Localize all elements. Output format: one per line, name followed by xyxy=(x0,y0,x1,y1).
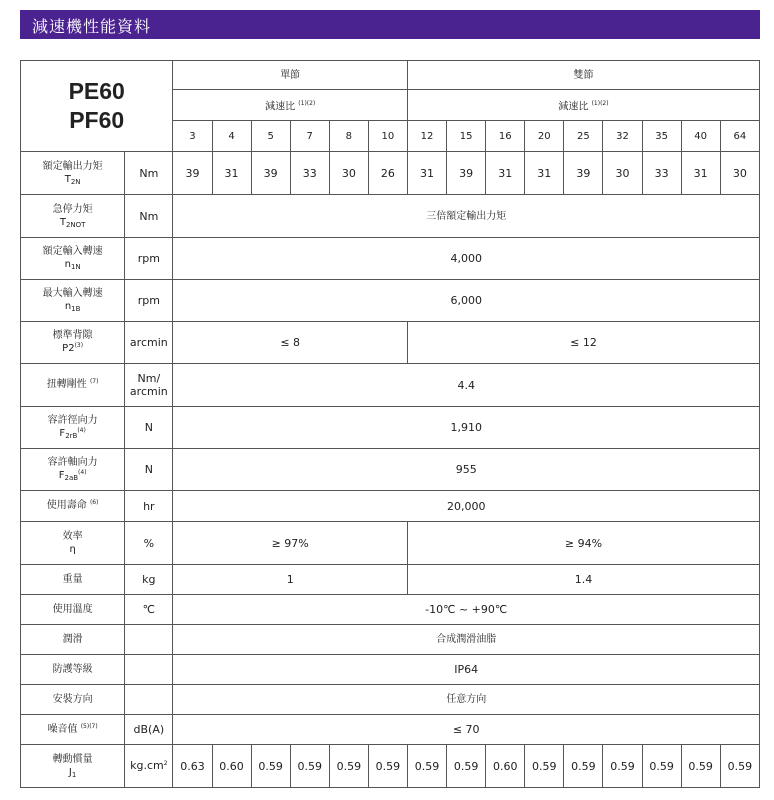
unit-cell xyxy=(125,364,173,407)
value-cell: ≤ 70 xyxy=(173,715,760,745)
torque-value-cell: 39 xyxy=(251,152,290,195)
page-title: 減速機性能資料 xyxy=(32,17,152,36)
value-single: ≤ 8 xyxy=(173,322,408,364)
unit-cell: Nm xyxy=(125,152,173,195)
value-double: ≤ 12 xyxy=(407,322,759,364)
inertia-value-cell: 0.59 xyxy=(290,745,329,788)
symbol-text: T xyxy=(64,173,71,185)
label-text: 扭轉剛性 xyxy=(46,379,87,390)
symbol-sub: 2N xyxy=(70,177,81,186)
value-cell: IP64 xyxy=(173,655,760,685)
ratio-cell: 25 xyxy=(564,121,603,152)
value-cell: 6,000 xyxy=(173,280,760,322)
row-label xyxy=(21,364,125,407)
unit-cell: ℃ xyxy=(125,595,173,625)
inertia-value-cell: 0.59 xyxy=(603,745,642,788)
single-stage-header: 單節 xyxy=(173,61,408,90)
torque-value-cell: 26 xyxy=(368,152,407,195)
ratio-note: (1)(2) xyxy=(591,99,609,107)
row-backlash xyxy=(21,322,760,364)
label-text: 容許徑向力 xyxy=(47,415,98,426)
label-text: 轉動慣量 xyxy=(52,753,93,765)
label-text: 最大輸入轉速 xyxy=(42,288,103,299)
value-double: ≥ 94% xyxy=(407,522,759,565)
row-label xyxy=(21,322,125,364)
inertia-value-cell: 0.59 xyxy=(447,745,486,788)
row-radial-force xyxy=(21,407,760,449)
ratio-cell: 16 xyxy=(486,121,525,152)
symbol xyxy=(21,173,124,187)
row-service-life xyxy=(21,491,760,522)
symbol xyxy=(21,216,124,230)
symbol-text: T xyxy=(59,216,66,228)
row-label xyxy=(21,407,125,449)
symbol-sub: 1 xyxy=(71,770,77,779)
row-max-input-speed xyxy=(21,280,760,322)
torque-value-cell: 31 xyxy=(525,152,564,195)
torque-value-cell: 33 xyxy=(290,152,329,195)
symbol xyxy=(21,469,124,483)
inertia-value-cell: 0.59 xyxy=(251,745,290,788)
unit-cell xyxy=(125,685,173,715)
inertia-value-cell: 0.59 xyxy=(407,745,446,788)
torque-value-cell: 39 xyxy=(564,152,603,195)
unit-cell: % xyxy=(125,522,173,565)
label-text: 效率 xyxy=(62,531,83,542)
model-cell xyxy=(21,61,173,152)
inertia-value-cell: 0.63 xyxy=(173,745,212,788)
label-text: 噪音值 xyxy=(47,723,78,735)
ratio-cell: 7 xyxy=(290,121,329,152)
row-label xyxy=(21,238,125,280)
row-rated-input-speed xyxy=(21,238,760,280)
row-label: 防護等級 xyxy=(21,655,125,685)
symbol-sup: (3) xyxy=(74,342,84,349)
ratio-cell: 3 xyxy=(173,121,212,152)
ratio-cell: 15 xyxy=(447,121,486,152)
value-double: 1.4 xyxy=(407,565,759,595)
row-label: 潤滑 xyxy=(21,625,125,655)
row-weight xyxy=(21,565,760,595)
ratio-cell: 5 xyxy=(251,121,290,152)
row-emergency-torque xyxy=(21,195,760,238)
row-label: 使用溫度 xyxy=(21,595,125,625)
symbol-text: F xyxy=(59,428,66,439)
inertia-value-cell: 0.59 xyxy=(720,745,759,788)
label-text: 使用壽命 xyxy=(46,500,87,511)
value-cell: 合成潤滑油脂 xyxy=(173,625,760,655)
value-cell: 任意方向 xyxy=(173,685,760,715)
symbol xyxy=(21,300,124,314)
label-text: 標準背隙 xyxy=(52,330,93,341)
torque-value-cell: 33 xyxy=(642,152,681,195)
inertia-value-cell: 0.60 xyxy=(486,745,525,788)
value-cell: 4.4 xyxy=(173,364,760,407)
row-efficiency xyxy=(21,522,760,565)
unit-cell xyxy=(125,625,173,655)
label-sup: (6) xyxy=(89,499,99,506)
row-inertia xyxy=(21,745,760,788)
value-cell: -10℃ ~ +90℃ xyxy=(173,595,760,625)
ratio-cell: 40 xyxy=(681,121,720,152)
torque-value-cell: 31 xyxy=(681,152,720,195)
label-text: 急停力矩 xyxy=(52,203,93,215)
unit-cell: Nm xyxy=(125,195,173,238)
symbol-text: n xyxy=(64,259,71,270)
ratio-label: 減速比 xyxy=(265,101,296,113)
ratio-note: (1)(2) xyxy=(298,99,316,107)
title-banner xyxy=(20,10,760,39)
row-label xyxy=(21,715,125,745)
value-single: 1 xyxy=(173,565,408,595)
ratio-cell: 64 xyxy=(720,121,759,152)
label-sup: (5)(7) xyxy=(80,722,98,730)
inertia-value-cell: 0.59 xyxy=(564,745,603,788)
torque-value-cell: 31 xyxy=(486,152,525,195)
row-label xyxy=(21,449,125,491)
performance-table xyxy=(20,60,760,788)
unit-cell: rpm xyxy=(125,280,173,322)
torque-value-cell: 31 xyxy=(407,152,446,195)
model-line-2: PF60 xyxy=(69,107,125,133)
unit-cell xyxy=(125,655,173,685)
symbol-sub: 1B xyxy=(71,305,81,313)
symbol-text: F xyxy=(58,470,65,481)
unit-cell: kg xyxy=(125,565,173,595)
ratio-cell: 20 xyxy=(525,121,564,152)
unit-cell: N xyxy=(125,407,173,449)
ratio-cell: 4 xyxy=(212,121,251,152)
unit-text: kg.cm xyxy=(130,758,164,772)
torque-value-cell: 31 xyxy=(212,152,251,195)
row-label: 重量 xyxy=(21,565,125,595)
row-rated-torque xyxy=(21,152,760,195)
row-mounting xyxy=(21,685,760,715)
unit-cell xyxy=(125,745,173,788)
torque-value-cell: 39 xyxy=(173,152,212,195)
ratio-label: 減速比 xyxy=(558,101,589,113)
double-ratio-label-cell xyxy=(407,90,759,121)
torque-value-cell: 30 xyxy=(329,152,368,195)
unit-sup: 2 xyxy=(163,759,168,767)
ratio-cell: 8 xyxy=(329,121,368,152)
row-operating-temp xyxy=(21,595,760,625)
row-label xyxy=(21,522,125,565)
row-label: 安裝方向 xyxy=(21,685,125,715)
unit-cell: N xyxy=(125,449,173,491)
value-single: ≥ 97% xyxy=(173,522,408,565)
inertia-value-cell: 0.59 xyxy=(681,745,720,788)
single-ratio-label-cell xyxy=(173,90,408,121)
row-label xyxy=(21,152,125,195)
row-lubrication xyxy=(21,625,760,655)
symbol-text: η xyxy=(69,544,76,555)
unit-cell: hr xyxy=(125,491,173,522)
symbol-text: J xyxy=(68,766,72,778)
unit-cell: dB(A) xyxy=(125,715,173,745)
row-label xyxy=(21,491,125,522)
ratio-cell: 32 xyxy=(603,121,642,152)
unit-cell: arcmin xyxy=(125,322,173,364)
ratio-cell: 10 xyxy=(368,121,407,152)
double-stage-header: 雙節 xyxy=(407,61,759,90)
torque-value-cell: 39 xyxy=(447,152,486,195)
row-axial-force xyxy=(21,449,760,491)
value-cell: 4,000 xyxy=(173,238,760,280)
value-cell: 20,000 xyxy=(173,491,760,522)
symbol-text: n xyxy=(64,301,72,312)
row-label xyxy=(21,280,125,322)
symbol-sub: 1N xyxy=(70,263,81,271)
inertia-value-cell: 0.59 xyxy=(525,745,564,788)
symbol-sub: 2rB xyxy=(65,432,78,440)
symbol-sub: 2aB xyxy=(64,474,79,482)
model-line-1: PE60 xyxy=(68,78,125,104)
symbol xyxy=(21,766,124,780)
row-label xyxy=(21,195,125,238)
symbol-sup: (4) xyxy=(77,427,86,434)
value-cell: 955 xyxy=(173,449,760,491)
symbol-text: P2 xyxy=(62,343,75,354)
label-text: 容許軸向力 xyxy=(47,457,98,468)
inertia-value-cell: 0.59 xyxy=(368,745,407,788)
unit-line-2: arcmin xyxy=(129,385,168,398)
row-label xyxy=(21,745,125,788)
torque-value-cell: 30 xyxy=(720,152,759,195)
unit-cell: rpm xyxy=(125,238,173,280)
row-protection xyxy=(21,655,760,685)
inertia-value-cell: 0.60 xyxy=(212,745,251,788)
symbol xyxy=(21,258,124,272)
ratio-cell: 12 xyxy=(407,121,446,152)
symbol-sub: 2NOT xyxy=(65,220,86,229)
value-cell: 三倍額定輸出力矩 xyxy=(173,195,760,238)
inertia-value-cell: 0.59 xyxy=(329,745,368,788)
inertia-value-cell: 0.59 xyxy=(642,745,681,788)
unit-line-1: Nm/ xyxy=(137,372,161,385)
header-row-stage xyxy=(21,61,760,90)
symbol xyxy=(21,342,124,356)
symbol xyxy=(21,427,124,441)
label-sup: (7) xyxy=(89,378,99,385)
label-text: 額定輸入轉速 xyxy=(42,246,103,257)
symbol-sup: (4) xyxy=(78,469,87,476)
value-cell: 1,910 xyxy=(173,407,760,449)
label-text: 額定輸出力矩 xyxy=(42,160,103,172)
ratio-cell: 35 xyxy=(642,121,681,152)
torque-value-cell: 30 xyxy=(603,152,642,195)
row-noise xyxy=(21,715,760,745)
row-torsional-rigidity xyxy=(21,364,760,407)
